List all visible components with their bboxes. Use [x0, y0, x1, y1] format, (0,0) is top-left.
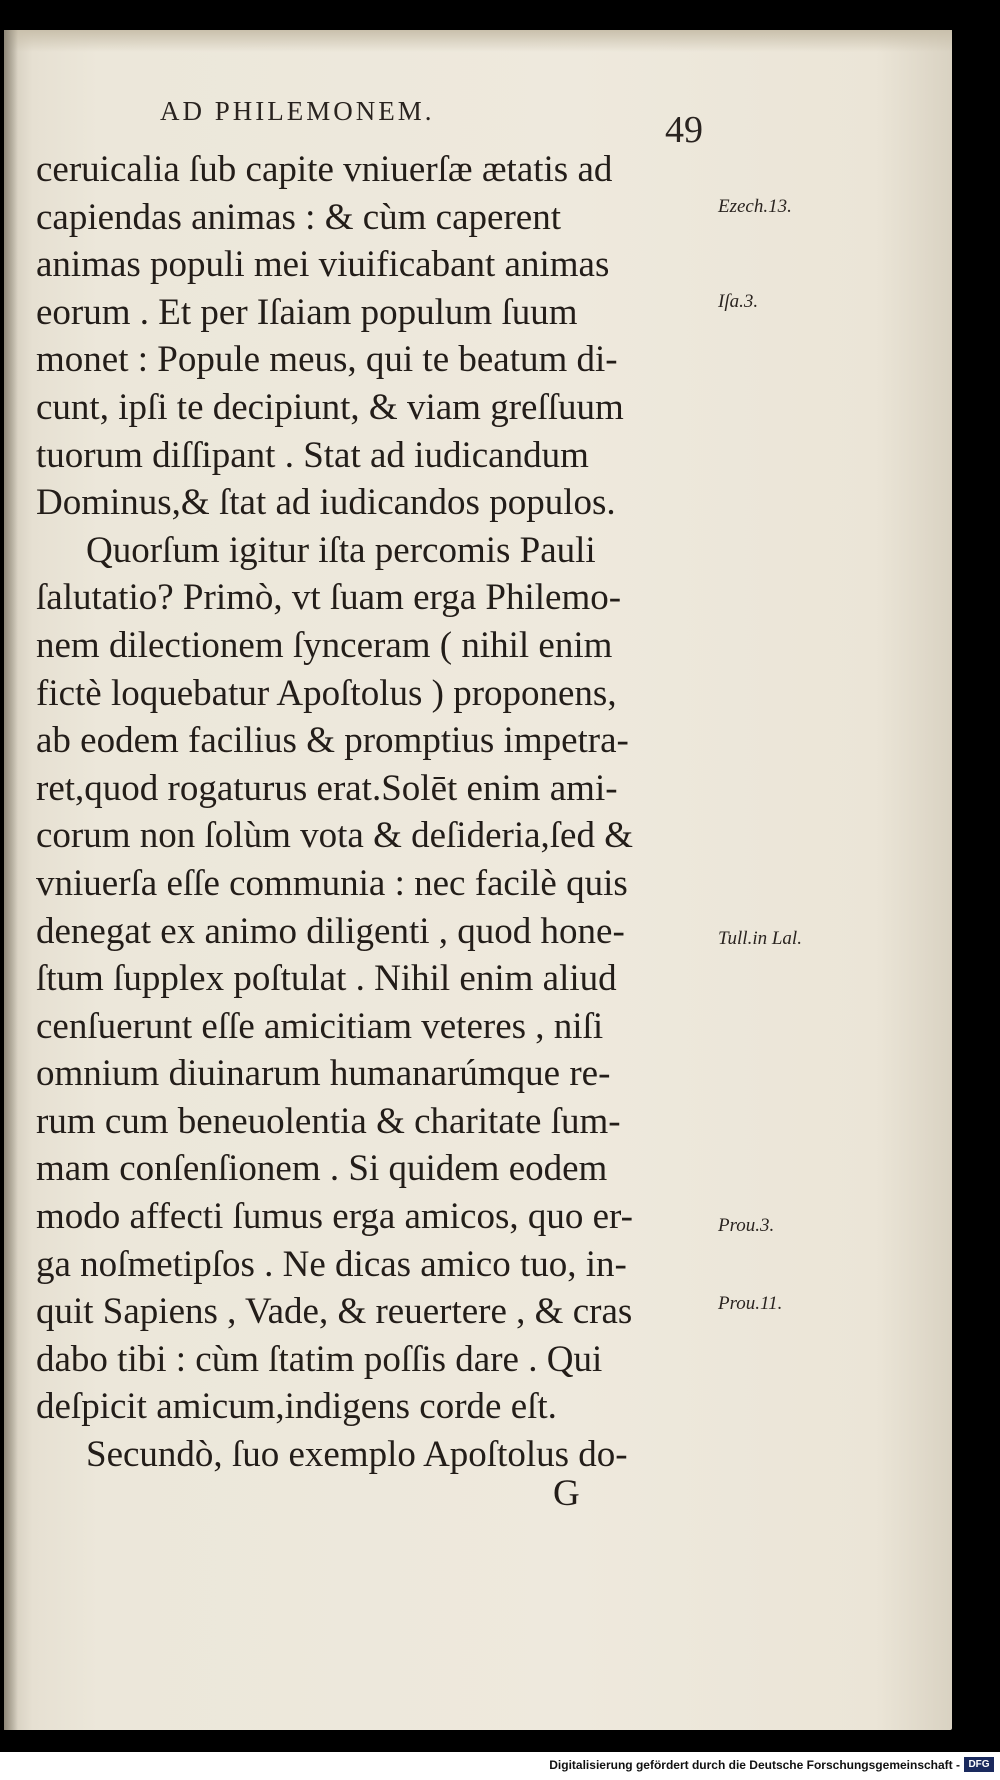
line-text: ſtum ſupplex poſtulat . Nihil enim aliud — [36, 958, 617, 1000]
line-text: tuorum diſſipant . Stat ad iudicandum — [36, 434, 589, 476]
text-line — [36, 336, 716, 384]
text-line — [36, 908, 716, 956]
funding-credit: Digitalisierung gefördert durch die Deutsche Forschungsgemeinschaft - — [549, 1758, 960, 1772]
text-line — [36, 1336, 716, 1384]
page-number: 49 — [665, 109, 703, 151]
footer-bar — [0, 1752, 1000, 1780]
line-text: dabo tibi : cùm ſtatim poſſis dare . Qui — [36, 1338, 603, 1380]
line-text: animas populi mei viuificabant animas — [36, 244, 610, 286]
line-text: corum non ſolùm vota & deſideria,ſed & — [36, 815, 634, 857]
line-text: denegat ex animo diligenti , quod hone- — [36, 910, 625, 952]
text-line — [36, 955, 716, 1003]
line-text: rum cum beneuolentia & charitate ſum- — [36, 1100, 621, 1142]
line-text: nem dilectionem ſynceram ( nihil enim — [36, 624, 613, 666]
text-line — [36, 812, 716, 860]
marginal-note-prou3: Prou.3. — [718, 1215, 775, 1236]
marginal-note-ezech: Ezech.13. — [718, 196, 792, 217]
text-line — [36, 241, 716, 289]
line-text: omnium diuinarum humanarúmque re- — [36, 1053, 611, 1095]
text-line — [36, 527, 716, 575]
line-text: mam conſenſionem . Si quidem eodem — [36, 1148, 608, 1190]
text-line — [36, 289, 716, 337]
line-text: vniuerſa eſſe communia : nec facilè quis — [36, 862, 628, 904]
dfg-logo: DFG — [964, 1757, 994, 1772]
line-text: capiendas animas : & cùm caperent — [36, 196, 561, 238]
line-text: fictè loquebatur Apoſtolus ) proponens, — [36, 672, 617, 714]
line-text: cenſuerunt eſſe amicitiam veteres , niſi — [36, 1005, 604, 1047]
text-line — [36, 717, 716, 765]
text-line — [36, 1145, 716, 1193]
line-text: deſpicit amicum,indigens corde eſt. — [36, 1386, 557, 1428]
line-text: Secundò, ſuo exemplo Apoſtolus do- — [86, 1434, 628, 1476]
text-line — [36, 860, 716, 908]
line-text: eorum . Et per Iſaiam populum ſuum — [36, 291, 578, 333]
line-text: modo affecti ſumus erga amicos, quo er- — [36, 1196, 633, 1238]
line-text: ret,quod rogaturus erat.Solēt enim ami- — [36, 767, 618, 809]
text-line — [36, 479, 716, 527]
text-line — [36, 1050, 716, 1098]
line-text: monet : Popule meus, qui te beatum di- — [36, 339, 618, 381]
text-line — [36, 1003, 716, 1051]
gutter-shadow — [4, 30, 18, 1730]
line-text: Quorſum igitur iſta percomis Pauli — [86, 529, 596, 571]
text-line — [36, 765, 716, 813]
signature-mark: G — [553, 1473, 580, 1514]
marginal-note-isa: Iſa.3. — [718, 291, 759, 312]
text-line — [36, 1241, 716, 1289]
text-line — [36, 432, 716, 480]
text-line — [36, 384, 716, 432]
text-line — [36, 574, 716, 622]
text-line — [36, 622, 716, 670]
line-text: ga noſmetipſos . Ne dicas amico tuo, in- — [36, 1243, 627, 1285]
text-line — [36, 194, 716, 242]
text-line — [36, 1193, 716, 1241]
text-line — [36, 146, 716, 194]
body-text — [36, 146, 716, 1479]
text-line — [36, 1098, 716, 1146]
line-text: quit Sapiens , Vade, & reuertere , & cras — [36, 1291, 633, 1333]
text-line — [36, 670, 716, 718]
line-text: ſalutatio? Primò, vt ſuam erga Philemo- — [36, 577, 622, 619]
line-text: ab eodem facilius & promptius impetra- — [36, 720, 629, 762]
running-head: AD PHILEMONEM. — [160, 96, 435, 126]
text-line — [36, 1431, 716, 1479]
line-text: Dominus,& ſtat ad iudicandos populos. — [36, 482, 616, 524]
line-text: ceruicalia ſub capite vniuerſæ ætatis ad — [36, 149, 613, 190]
marginal-note-tull: Tull.in Lal. — [718, 928, 802, 949]
text-line — [36, 1288, 716, 1336]
line-text: cunt, ipſi te decipiunt, & viam greſſuum — [36, 386, 624, 428]
text-line — [36, 1383, 716, 1431]
marginal-note-prou11: Prou.11. — [718, 1293, 783, 1314]
